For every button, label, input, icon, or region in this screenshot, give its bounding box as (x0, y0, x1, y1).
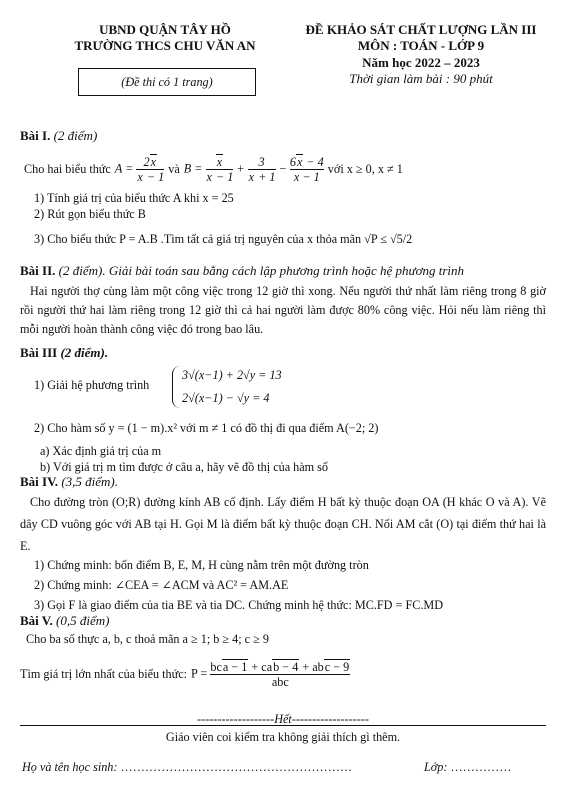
bai1-condition: với x ≥ 0, x ≠ 1 (327, 161, 403, 176)
end-marker: -------------------Hết------------------- (197, 712, 369, 726)
bai4-q1: 1) Chứng minh: bốn điểm B, E, M, H cùng nằm trên một đường tròn (34, 558, 369, 572)
system-eq2: 2√(x−1) − √y = 4 (182, 391, 270, 405)
bai3-q1: 1) Giải hệ phương trình (34, 378, 150, 392)
bai4-q2: 2) Chứng minh: ∠CEA = ∠ACM và AC² = AM.AE (34, 578, 289, 592)
bai3-title: Bài III (20, 345, 58, 360)
bai5-question (20, 656, 350, 692)
bai4-heading (20, 474, 118, 490)
bai4-points: (3,5 điểm). (61, 474, 118, 489)
bai3-q2: 2) Cho hàm số y = (1 − m).x² với m ≠ 1 có đồ thị đi qua điểm A(−2; 2) (34, 421, 379, 435)
bai5-q: Tìm giá trị lớn nhất của biểu thức: (20, 666, 188, 681)
bai1-q1: 1) Tính giá trị của biểu thức A khi x = 25 (34, 191, 234, 205)
bai1-title: Bài I. (20, 128, 51, 143)
bai2-title: Bài II. (20, 263, 56, 278)
bai3-heading (20, 345, 108, 361)
bai3-qb: b) Với giá trị m tìm được ở câu a, hãy vẽ đồ thị của hàm số (40, 460, 329, 474)
bai1-heading (20, 128, 97, 144)
bai4-body: Cho đường tròn (O;R) đường kính AB cố định. Lấy điểm H bất kỳ thuộc đoạn OA (H khác O và A). Vẽ dây CD vuông góc với AB tại H. Gọi M là điểm bất kỳ thuộc đoạn CH. Nối AM cắt (O) tại điểm thứ hai là E. (20, 495, 546, 553)
bai5-expr: P = $\frac{\text{bca − 1 + cab − 4 + abc − 9}}{\text{abc}}$ (191, 659, 350, 689)
bai1-expressions (24, 152, 403, 186)
page-count-note: (Đề thi có 1 trang) (121, 75, 213, 89)
bai1-intro: Cho hai biểu thức (24, 161, 111, 176)
bai1-q3: 3) Cho biểu thức P = A.B .Tìm tất cả giá trị nguyên của x thỏa mãn √P ≤ √5/2 (34, 232, 413, 246)
bai5-intro: Cho ba số thực a, b, c thoả mãn a ≥ 1; b ≥ 4; c ≥ 9 (26, 632, 269, 646)
class-dots: …………… (450, 760, 512, 774)
student-name-line (22, 760, 352, 775)
class-label: Lớp: (424, 760, 448, 774)
and-word: và (168, 161, 180, 176)
class-line (424, 760, 511, 775)
bai2-body: Hai người thợ cùng làm một công việc trong 12 giờ thì xong. Nếu người thứ nhất làm riêng trong 8 giờ rồi người thứ hai làm riêng trong 12 giờ thì cả hai người làm được 80% công việc. Hỏi nếu làm riêng thì mỗi người hoàn thành công việc đó trong bao lâu. (20, 284, 546, 336)
exam-title: ĐỀ KHẢO SÁT CHẤT LƯỢNG LẦN III (305, 22, 537, 37)
bai5-heading (20, 613, 109, 629)
subject: MÔN : TOÁN - LỚP 9 (357, 38, 485, 53)
district-name: UBND QUẬN TÂY HỒ (99, 22, 231, 37)
bai4-q3: 3) Gọi F là giao điểm của tia BE và tia DC. Chứng minh hệ thức: MC.FD = FC.MD (34, 598, 444, 612)
bai2-task: (2 điểm). Giải bài toán sau bằng cách lập phương trình hoặc hệ phương trình (58, 263, 465, 278)
system-eq1: 3√(x−1) + 2√y = 13 (182, 368, 282, 382)
page-count-box (78, 68, 256, 96)
bai1-q2: 2) Rút gọn biểu thức B (34, 207, 146, 221)
footer-note: Giáo viên coi kiểm tra không giải thích gì thêm. (165, 730, 401, 744)
expr-A: A = $\frac{2x}{x - 1}$ (114, 154, 165, 184)
bai2-heading (20, 263, 464, 279)
bai5-points: (0,5 điểm) (56, 613, 110, 628)
student-name-label: Họ và tên học sinh: (22, 760, 118, 774)
bai3-points: (2 điểm). (60, 345, 109, 360)
school-name: TRƯỜNG THCS CHU VĂN AN (74, 38, 256, 53)
footer-rule (20, 725, 546, 726)
bai5-title: Bài V. (20, 613, 53, 628)
bai1-points: (2 điểm) (53, 128, 98, 143)
expr-B: B = $\frac{x}{x - 1}$ + $\frac{3}{x + 1}$ − $\frac{6x - 4}{x - 1}$ (183, 154, 324, 184)
school-year: Năm học 2022 – 2023 (362, 55, 480, 70)
student-name-dots: ………………………………………………… (120, 760, 353, 774)
bai3-qa: a) Xác định giá trị của m (40, 444, 162, 458)
duration: Thời gian làm bài : 90 phút (349, 71, 493, 86)
bai4-title: Bài IV. (20, 474, 59, 489)
